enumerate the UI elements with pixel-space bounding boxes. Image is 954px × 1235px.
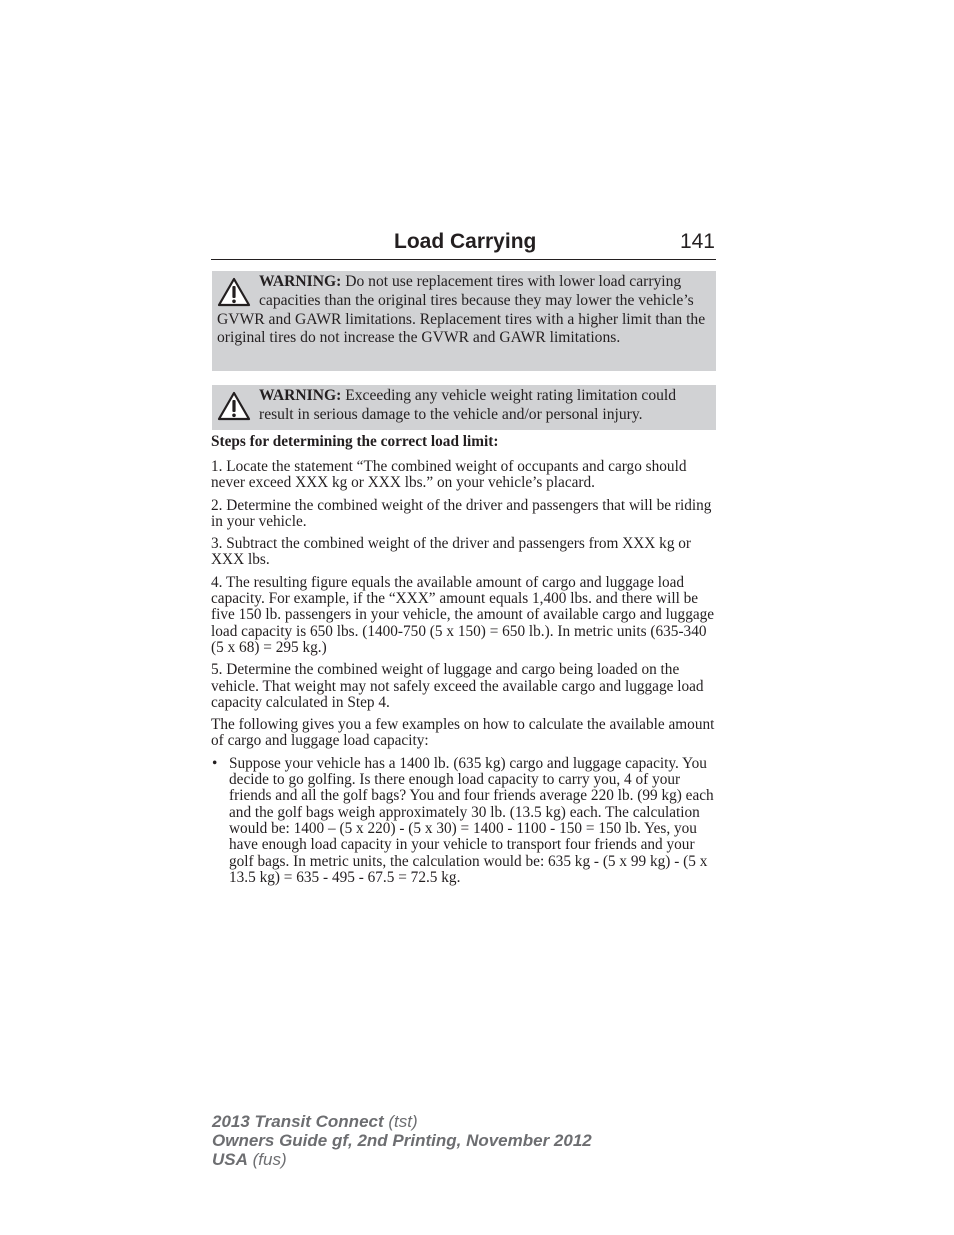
warning-text: Do not use replacement tires with lower load carrying capacities than the original tires because they may lower the vehicle’s GVWR and GAWR limitations. Replacement tires with a higher limit than the original tires do not increase the GVWR and GAWR limitations. — [217, 273, 706, 347]
footer-model: 2013 Transit Connect — [212, 1112, 384, 1131]
footer-line-1 — [212, 1112, 592, 1131]
footer-market: USA — [212, 1150, 248, 1169]
warning-label: WARNING: — [259, 273, 342, 290]
bullet-text: Suppose your vehicle has a 1400 lb. (635 kg) cargo and luggage capacity. You decide to go golfing. Is there enough load capacity to carry you, 4 of your friends and all the golf bags? You and four friends average 220 lb. (99 kg) each and the golf bags weigh approximately 30 lb. (13.5 kg) each. The calculation would be: 1400 – (5 x 220) - (5 x 30) = 1400 - 1100 - 150 = 150 lb. Yes, you have enough load capacity in your vehicle to transport four friends and your golf bags. In metric units, the calculation would be: 635 kg - (5 x 99 kg) - (5 x 13.5 kg) = 635 - 495 - 67.5 = 72.5 kg. — [229, 754, 714, 886]
warning-box-tires — [212, 271, 716, 371]
steps-heading: Steps for determining the correct load limit: — [211, 433, 499, 450]
page-footer — [212, 1112, 592, 1169]
bullet-dot: • — [212, 754, 218, 772]
main-content — [211, 432, 717, 886]
footer-line-3 — [212, 1150, 592, 1169]
warning-text: Exceeding any vehicle weight rating limitation could result in serious damage to the vehicle and/or personal injury. — [259, 387, 677, 423]
page-header — [211, 229, 716, 260]
bullet-item — [211, 756, 717, 886]
footer-market-code: (fus) — [247, 1150, 287, 1169]
footer-guide: Owners Guide gf, 2nd Printing, November 2012 — [212, 1131, 592, 1150]
footer-line-2 — [212, 1131, 592, 1150]
warning-triangle-icon — [217, 277, 255, 309]
warning-box-weight-rating — [212, 385, 716, 430]
step-2: 2. Determine the combined weight of the driver and passengers that will be riding in your vehicle. — [211, 496, 712, 530]
step-5: 5. Determine the combined weight of luggage and cargo being loaded on the vehicle. That weight may not safely exceed the available cargo and luggage load capacity calculated in Step 4. — [211, 661, 704, 711]
step-4: 4. The resulting figure equals the available amount of cargo and luggage load capacity. For example, if the “XXX” amount equals 1,400 lbs. and there will be five 150 lb. passengers in your vehicle, the amount of available cargo and luggage load capacity is 650 lbs. (1400-750 (5 x 150) = 650 lb.). In metric units (635-340 (5 x 68) = 295 kg.) — [211, 573, 715, 656]
warning-triangle-icon — [217, 391, 255, 423]
page-number: 141 — [679, 230, 715, 253]
warning-label: WARNING: — [259, 387, 342, 404]
examples-intro: The following gives you a few examples on how to calculate the available amount of cargo and luggage load capacity: — [211, 716, 715, 750]
section-title: Load Carrying — [394, 230, 537, 253]
step-1: 1. Locate the statement “The combined weight of occupants and cargo should never exceed XXX kg or XXX lbs.” on your vehicle’s placard. — [211, 458, 687, 492]
footer-model-code: (tst) — [383, 1112, 418, 1131]
step-3: 3. Subtract the combined weight of the driver and passengers from XXX kg or XXX lbs. — [211, 535, 692, 569]
